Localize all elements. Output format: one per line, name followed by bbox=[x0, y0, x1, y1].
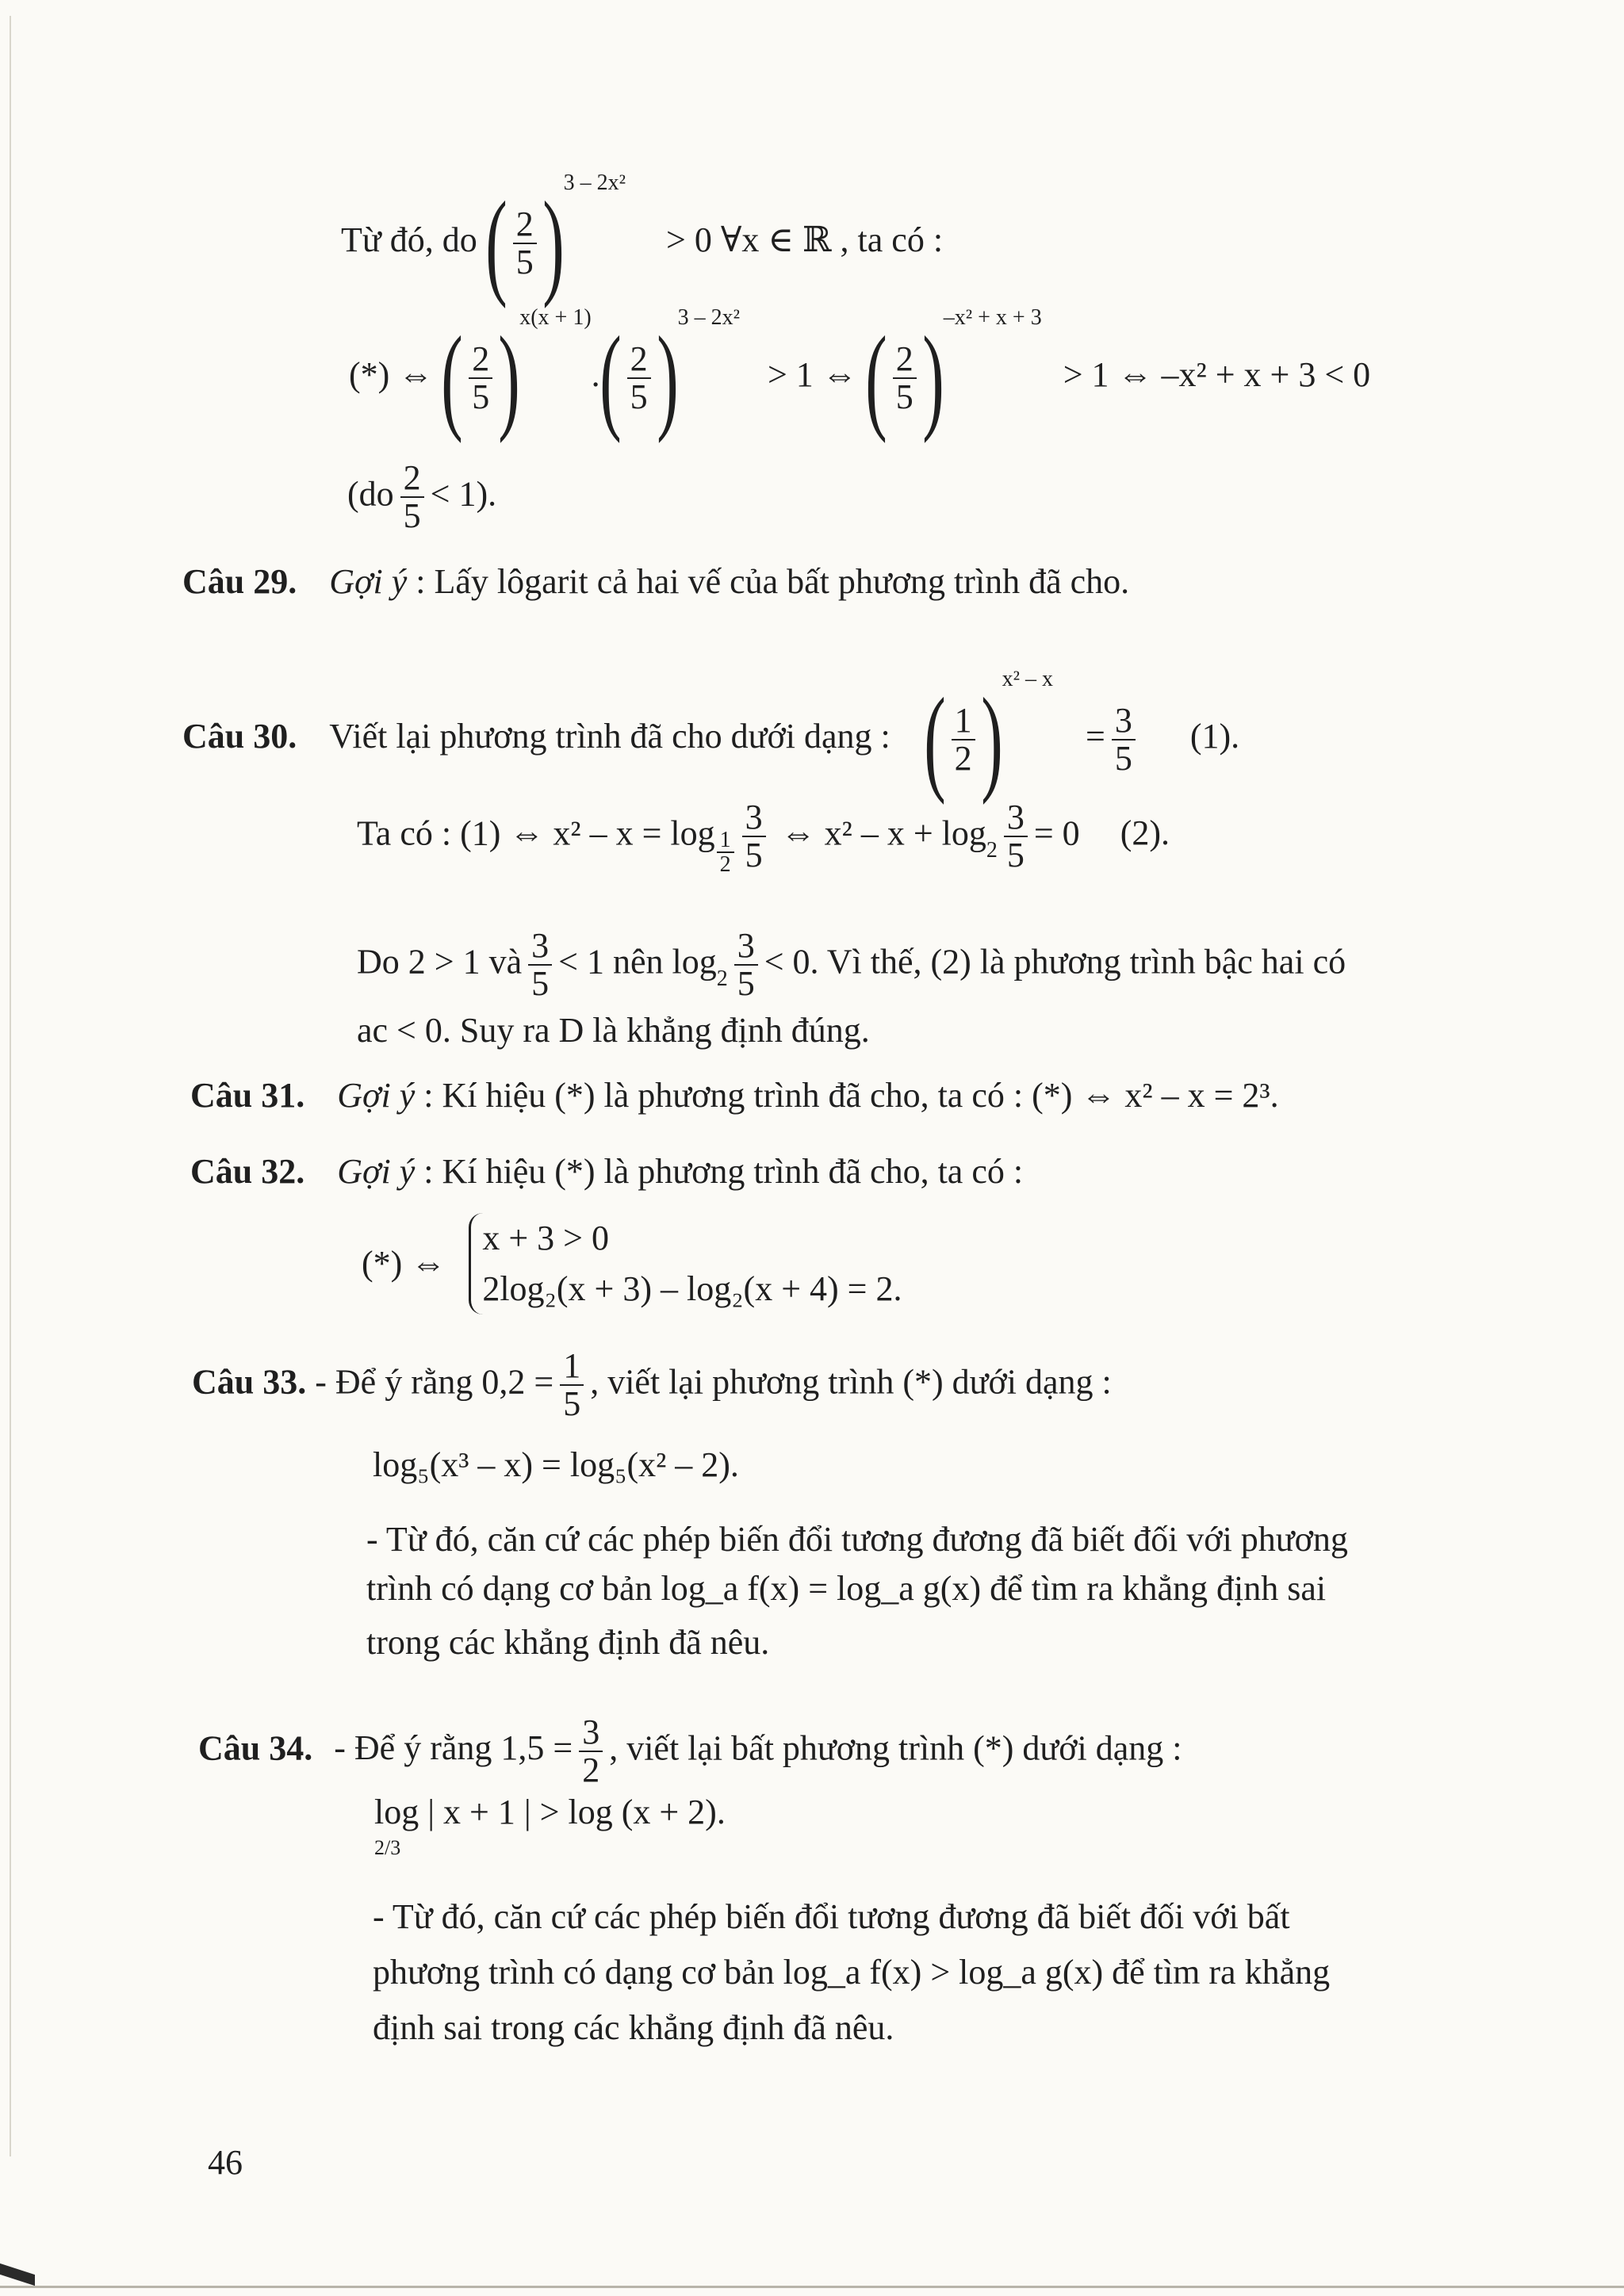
cau-34: Câu 34. - Để ý rằng 1,5 = $\frac{3}{2}$ , viết lại bất phương trình (*) dưới dạng : bbox=[198, 1712, 1182, 1790]
cau-32-system: (*) ⇔ x + 3 > 0 2log₂(x + 3) – log₂(x + 4) = 2. bbox=[362, 1213, 902, 1314]
equivalence-rhs: –x² + x + 3 < 0 bbox=[1161, 355, 1371, 395]
cau-31: Câu 31. Gợi ý : Kí hiệu (*) là phương trình đã cho, ta có : (*) ⇔ x² – x = 2³. bbox=[190, 1076, 1279, 1115]
bottom-rule bbox=[0, 2286, 1624, 2288]
cau-33: Câu 33. - Để ý rằng 0,2 = $\frac{1}{5}$ , viết lại phương trình (*) dưới dạng : bbox=[192, 1346, 1112, 1424]
cau-32: Câu 32. Gợi ý : Kí hiệu (*) là phương trình đã cho, ta có : bbox=[190, 1152, 1024, 1191]
cau-33-note-2: trình có dạng cơ bản log_a f(x) = log_a g(x) để tìm ra khẳng định sai bbox=[366, 1569, 1327, 1608]
cau-29-label: Câu 29. bbox=[182, 562, 297, 601]
cau-32-label: Câu 32. bbox=[190, 1152, 305, 1191]
intro-condition: > 0 ∀x ∈ ℝ , ta có : bbox=[666, 220, 944, 260]
cau-31-label: Câu 31. bbox=[190, 1076, 305, 1115]
cau-33-equation: log₅(x³ – x) = log₅(x² – 2). bbox=[373, 1445, 739, 1484]
cau-33-label: Câu 33. bbox=[192, 1362, 307, 1402]
page-number: 46 bbox=[208, 2143, 243, 2182]
cau-33-note-1: - Từ đó, căn cứ các phép biến đổi tương đương đã biết đối với phương bbox=[366, 1520, 1348, 1559]
binding-margin-line bbox=[10, 16, 11, 2156]
cau-34-note-2: phương trình có dạng cơ bản log_a f(x) > log_a g(x) để tìm ra khẳng bbox=[373, 1953, 1331, 1992]
scan-corner-mark bbox=[0, 2263, 35, 2286]
do-note: (do $\frac{2}{5}$ < 1). bbox=[347, 458, 497, 536]
cau-30: Câu 30. Viết lại phương trình đã cho dưới dạng : ( $\frac{1}{2}$ )$^{x^2 - x}$ = $\frac{3}{5}$ (1). bbox=[182, 667, 1240, 806]
cau-34-note-1: - Từ đó, căn cứ các phép biến đổi tương đương đã biết đối với bất bbox=[373, 1897, 1290, 1936]
cau-34-log-base-subscripts: 2/3 bbox=[374, 1836, 401, 1859]
cau-30-label: Câu 30. bbox=[182, 717, 297, 756]
intro-prefix: Từ đó, do bbox=[341, 220, 477, 260]
cau-34-note-3: định sai trong các khẳng định đã nêu. bbox=[373, 2008, 894, 2047]
intro-line: Từ đó, do ( $\frac{2}{5}$ )$^{3 - 2x^2}$ > 0 ∀x ∈ ℝ , ta có : bbox=[341, 170, 944, 309]
cau-30-line-3: Do 2 > 1 và $\frac{3}{5}$ < 1 nên $\log_2$ $\frac{3}{5}$ < 0. Vì thế, (2) là phương trình bậc hai có bbox=[357, 926, 1346, 1004]
cau-30-line-4: ac < 0. Suy ra D là khẳng định đúng. bbox=[357, 1011, 870, 1050]
cau-30-line-2: Ta có : (1) ⇔ x² – x = log $\frac{1}{2}$ $\frac{3}{5}$ ⇔ $x^2 - x + \log_2$ $\frac{3}{5}$ = 0 (2). bbox=[357, 798, 1170, 878]
fraction-2-5: $\frac{2}{5}$ bbox=[513, 206, 537, 281]
cau-29: Câu 29. Gợi ý : Lấy lôgarit cả hai vế của bất phương trình đã cho. bbox=[182, 562, 1130, 601]
cau-33-note-3: trong các khẳng định đã nêu. bbox=[366, 1623, 770, 1662]
equivalence-line: (*) ⇔ ( $\frac{2}{5}$ )$^{x(x + 1)}$.( $\frac{2}{5}$ )$^{3 - 2x^2}$ > 1 ⇔ ( $\frac{2}{5}$ )$^{-x^2 + x + 3}$ > 1 ⇔ –x² + x + 3 < 0 bbox=[349, 305, 1371, 444]
equation-system: x + 3 > 0 2log₂(x + 3) – log₂(x + 4) = 2. bbox=[469, 1213, 902, 1314]
exponent: 3 – 2x² bbox=[563, 170, 626, 196]
cau-34-label: Câu 34. bbox=[198, 1728, 313, 1768]
cau-34-equation: log | x + 1 | > log (x + 2). bbox=[374, 1793, 726, 1831]
